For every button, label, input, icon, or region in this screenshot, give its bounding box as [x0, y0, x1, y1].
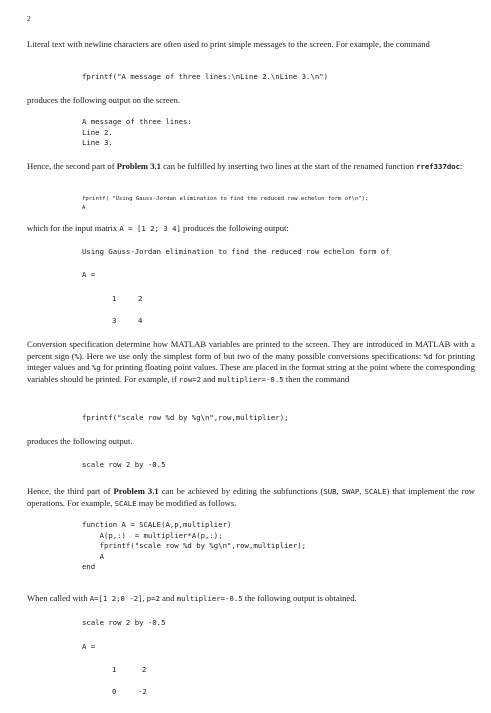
paragraph-when-called — [27, 593, 475, 605]
paragraph-intro-text: Literal text with newline characters are often used to print simple messages to the screen. For example, the command — [27, 39, 430, 49]
text: may be modified as follows. — [136, 497, 237, 508]
matrix-cell: 2 — [142, 665, 147, 674]
inline-code: %g — [91, 363, 101, 373]
inline-code: row=2 — [179, 374, 201, 384]
text: for printing integer values and — [27, 350, 475, 373]
code-fprintf-scale-row: fprintf("scale row %d by %g\n",row,multiplier); — [82, 413, 289, 422]
output-gauss-jordan-line: Using Gauss-Jordan elimination to find the reduced row echelon form of — [82, 247, 390, 256]
matrix-cell: 4 — [138, 316, 143, 325]
paragraph-second-part — [27, 161, 475, 173]
inline-code: multiplier=-0.5 — [176, 594, 243, 603]
inline-code: SCALE — [114, 498, 137, 508]
text: for printing floating point values. These are placed in the format string at the point where the corresponding variables should be printed. For example, if — [27, 362, 475, 384]
paragraph-input-matrix — [27, 223, 475, 235]
matrix-cell: 2 — [138, 294, 143, 303]
code-scale-function: function A = SCALE(A,p,multiplier) A(p,:) = multiplier*A(p,:); fprintf("scale row %d by %g\n",row,multiplier); A end — [82, 520, 307, 572]
inline-code: %d — [423, 351, 433, 361]
matrix-cell: -2 — [138, 687, 147, 696]
problem-ref: Problem 3.1 — [116, 161, 161, 171]
matrix-cell: 1 — [112, 294, 117, 303]
code-gauss-jordan-fprintf: fprintf( "Using Gauss-Jordan elimination to find the reduced row echelon form of\n"); A — [82, 196, 369, 211]
text: can be fulfilled by inserting two lines at the start of the renamed function — [160, 161, 417, 171]
page-number: 2 — [27, 14, 31, 23]
text: which for the input matrix — [27, 223, 120, 233]
inline-code: SCALE — [364, 487, 387, 496]
text: ) that implement the row operations. For example, — [27, 486, 475, 508]
paragraph-conversion-spec — [27, 339, 475, 385]
output-matrix-1 — [100, 294, 160, 328]
output-scale-row: scale row 2 by -0.5 — [82, 460, 166, 469]
matrix-cell: 3 — [112, 316, 117, 325]
text: can be achieved by editing the subfunctions ( — [158, 486, 324, 496]
text: When called with — [27, 593, 90, 603]
text: , — [142, 593, 147, 603]
text: produces the following output: — [180, 223, 289, 233]
inline-code: % — [74, 351, 80, 361]
text: Conversion specification determine how MATLAB variables are printed to the screen. They are introduced in MATLAB with a percent sign ( — [27, 339, 475, 361]
text: Hence, the second part of — [27, 161, 117, 171]
text: and — [201, 373, 218, 384]
inline-code: p=2 — [146, 594, 160, 603]
text: and — [159, 593, 177, 603]
paragraph-third-part — [27, 486, 475, 509]
paragraph-following-output: produces the following output. — [27, 436, 133, 446]
output-three-lines: A message of three lines: Line 2. Line 3. — [82, 117, 192, 148]
text: : — [460, 161, 463, 171]
inline-code: A=[1 2;0 -2] — [89, 594, 143, 603]
problem-ref: Problem 3.1 — [113, 486, 159, 496]
text: then the command — [283, 373, 350, 384]
function-name: rref337doc — [416, 162, 461, 171]
matrix-cell: 0 — [112, 687, 117, 696]
code-fprintf-message: fprintf("A message of three lines:\nLine 2.\nLine 3.\n") — [82, 72, 329, 81]
text: ). Here we use only the simplest form of but two of the many possible conversions specifications: — [79, 350, 424, 361]
inline-code-matrix: A = [1 2; 3 4] — [119, 224, 181, 233]
inline-code: SUB — [323, 487, 337, 496]
paragraph-produces-output: produces the following output on the screen. — [27, 95, 180, 105]
text: , — [359, 486, 365, 496]
inline-code: multiplier=-0.5 — [217, 374, 284, 384]
output-scale-row-2: scale row 2 by -0.5 — [82, 618, 166, 627]
text: Hence, the third part of — [27, 486, 114, 496]
paragraph-intro — [27, 39, 475, 51]
output-a-label: A = — [82, 270, 96, 279]
inline-code: SWAP — [341, 487, 360, 496]
output-a-label-2: A = — [82, 642, 96, 651]
text: the following output is obtained. — [242, 593, 357, 603]
matrix-cell: 1 — [112, 665, 117, 674]
text: , — [336, 486, 342, 496]
output-matrix-2 — [100, 665, 160, 699]
